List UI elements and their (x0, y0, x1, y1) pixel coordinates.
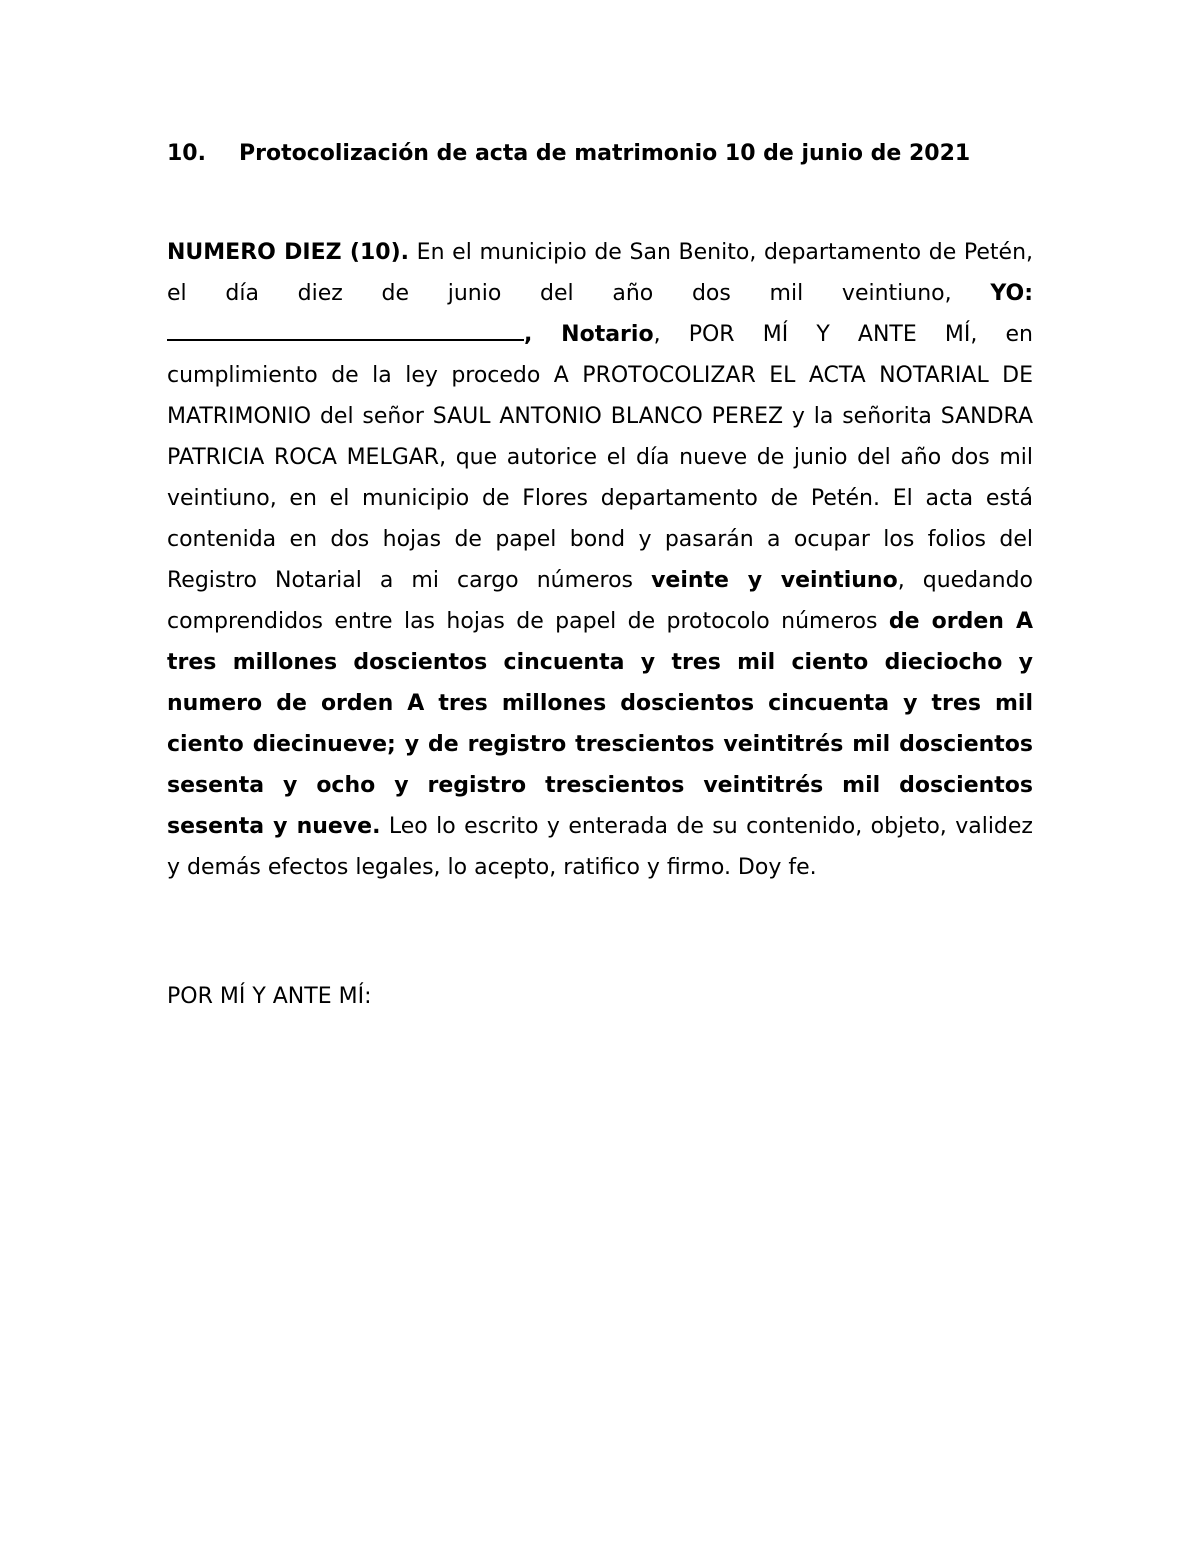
signature-closing: POR MÍ Y ANTE MÍ: (167, 984, 372, 1009)
notary-name-blank (167, 317, 524, 341)
protocol-intro-text: , quedando comprendidos entre las hojas de papel de protocolo números (167, 568, 1033, 634)
deed-number: NUMERO DIEZ (10). (167, 240, 410, 265)
notary-label: , Notario (524, 322, 654, 347)
heading-title: Protocolización de acta de matrimonio 10 de junio de 2021 (239, 141, 971, 166)
yo-label: YO: (990, 281, 1033, 306)
protocol-order-numbers: de orden A tres millones doscientos cincuenta y tres mil ciento dieciocho y numero de orden A tres millones doscientos cincuenta y tres mil ciento diecinueve; y de registro trescientos veintitrés mil doscientos sesenta y ocho y registro trescientos veintitrés mil doscientos sesenta y nueve. (167, 609, 1033, 839)
deed-closing-text: Leo lo escrito y enterada de su contenido, objeto, validez y demás efectos legales, lo acepto, ratifico y firmo. Doy fe. (167, 814, 1033, 880)
deed-intro-text: En el municipio de San Benito, departamento de Petén, el día diez de junio del año dos mil veintiuno, (167, 240, 1034, 306)
deed-paragraph (167, 232, 1033, 888)
heading-number: 10. (167, 141, 206, 166)
folio-numbers: veinte y veintiuno (651, 568, 898, 593)
document-heading (167, 138, 1047, 170)
deed-body-text: , POR MÍ Y ANTE MÍ, en cumplimiento de la ley procedo A PROTOCOLIZAR EL ACTA NOTARIAL DE MATRIMONIO del señor SAUL ANTONIO BLANCO PEREZ y la señorita SANDRA PATRICIA ROCA MELGAR, que autorice el día nueve de junio del año dos mil veintiuno, en el municipio de Flores departamento de Petén. El acta está contenida en dos hojas de papel bond y pasarán a ocupar los folios del Registro Notarial a mi cargo números (167, 322, 1033, 593)
